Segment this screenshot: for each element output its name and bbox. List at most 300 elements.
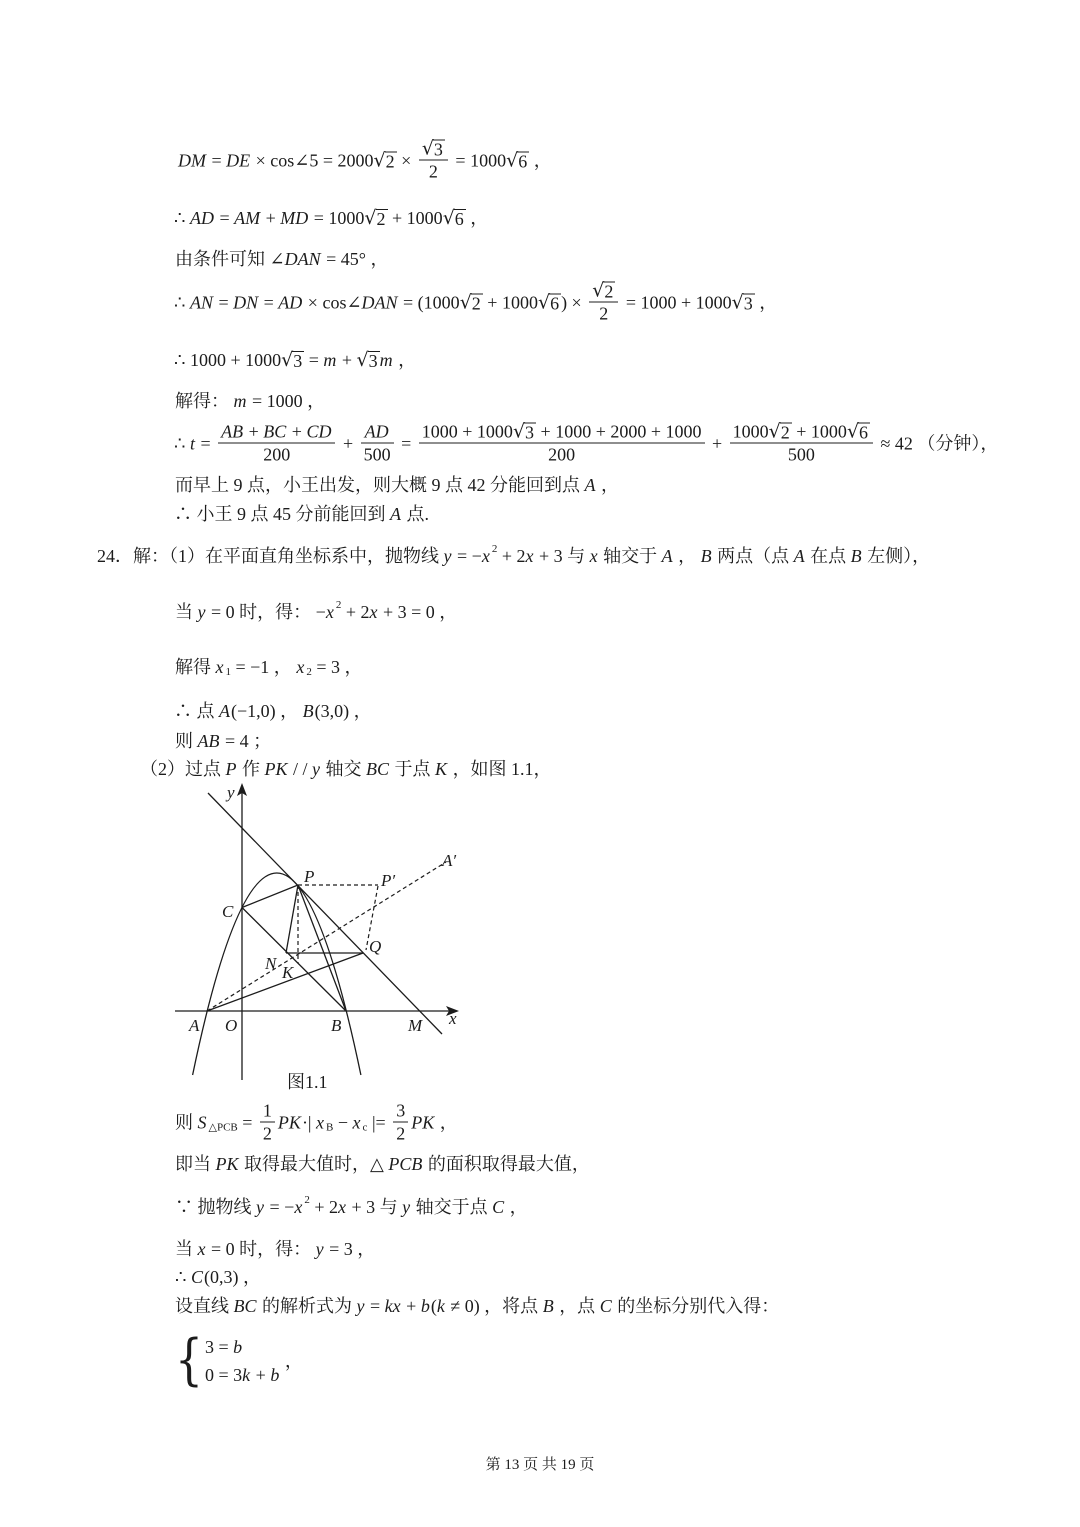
math-variable: AB bbox=[221, 421, 244, 442]
fraction-denominator bbox=[419, 444, 705, 466]
text-run: = 4 ； bbox=[220, 731, 272, 751]
text-run: ·| bbox=[301, 1112, 317, 1132]
math-variable: x bbox=[589, 546, 598, 566]
math-variable: m bbox=[379, 350, 393, 370]
fraction-denominator bbox=[419, 161, 448, 183]
math-variable: t bbox=[189, 433, 195, 453]
text-run: = 45° ， bbox=[321, 249, 389, 269]
line-point-c bbox=[175, 1266, 261, 1288]
text-run: 1000 bbox=[732, 421, 769, 442]
radical-sign: √ bbox=[768, 420, 781, 443]
math-variable: AB bbox=[197, 731, 220, 751]
radical bbox=[443, 207, 466, 229]
text-run: = bbox=[365, 1296, 385, 1316]
line-area-formula bbox=[175, 1100, 458, 1145]
text-run: ， bbox=[754, 292, 778, 312]
math-variable: BC bbox=[366, 759, 390, 779]
text-run: + 1000 bbox=[791, 421, 847, 442]
line-arrival-time bbox=[175, 474, 619, 496]
fraction bbox=[361, 421, 394, 466]
figure-solid-lines bbox=[175, 790, 452, 1080]
label-point-p-prime: P′ bbox=[381, 871, 396, 890]
text-run: 解得 bbox=[175, 657, 216, 677]
radical-sign: √ bbox=[356, 349, 369, 371]
radical bbox=[513, 421, 536, 443]
text-run: 200 bbox=[548, 444, 576, 465]
figure-caption: 图1.1 bbox=[287, 1072, 328, 1092]
radical bbox=[592, 280, 615, 302]
math-variable: B bbox=[700, 546, 712, 566]
fraction-denominator bbox=[393, 1123, 408, 1145]
fraction-numerator bbox=[218, 421, 335, 444]
radical-sign: √ bbox=[459, 291, 472, 313]
dashed-line-aa-prime bbox=[207, 862, 446, 1011]
math-variable: y bbox=[256, 1197, 264, 1217]
radicand: 6 bbox=[550, 293, 560, 313]
equation-rows bbox=[205, 1333, 280, 1389]
fraction bbox=[419, 421, 705, 466]
text-run: 2 bbox=[599, 303, 609, 324]
line-ad-sum bbox=[174, 207, 488, 229]
equation-row bbox=[205, 1361, 280, 1389]
figure-1-1 bbox=[160, 775, 480, 1095]
fraction-numerator bbox=[419, 421, 705, 444]
text-run: 的面积取得最大值， bbox=[423, 1154, 590, 1174]
parabola bbox=[193, 873, 361, 1075]
left-brace: { bbox=[175, 1328, 203, 1393]
math-variable: MD bbox=[280, 208, 309, 228]
text-run: (3,0) ， bbox=[314, 701, 372, 721]
line-roots bbox=[175, 656, 362, 678]
fraction bbox=[260, 1100, 275, 1145]
line-m-solution bbox=[175, 390, 325, 412]
text-run: 解得： bbox=[175, 391, 234, 411]
text-run: ∴ bbox=[174, 292, 190, 312]
fraction-denominator bbox=[589, 303, 618, 325]
math-variable: CD bbox=[306, 421, 332, 442]
text-run: 点. bbox=[402, 504, 429, 524]
fraction bbox=[419, 138, 448, 183]
label-point-a-prime: A′ bbox=[442, 851, 457, 870]
text-run: = 3 ， bbox=[311, 657, 363, 677]
text-run: ，点 bbox=[554, 1296, 600, 1316]
math-variable: PK bbox=[264, 759, 288, 779]
text-run: + bbox=[401, 1296, 421, 1316]
text-run: = 1000 ， bbox=[247, 391, 326, 411]
subscript: B bbox=[326, 1121, 334, 1133]
text-run: ∴ bbox=[175, 1267, 191, 1287]
fraction-denominator bbox=[218, 444, 335, 466]
text-run: + bbox=[707, 433, 727, 453]
text-run: 200 bbox=[263, 444, 291, 465]
label-point-a: A bbox=[189, 1016, 200, 1035]
text-run: ≠ 0) ，将点 bbox=[445, 1296, 543, 1316]
math-variable: y bbox=[312, 759, 321, 779]
text-run: ( bbox=[430, 1296, 437, 1316]
text-run: 当 bbox=[175, 1239, 198, 1259]
text-run: 24．解：（1）在平面直角坐标系中，抛物线 bbox=[97, 546, 444, 566]
text-run: = bbox=[195, 433, 216, 453]
text-run: + bbox=[251, 1365, 271, 1385]
radical bbox=[460, 291, 483, 313]
radical bbox=[732, 291, 755, 313]
text-run: ， bbox=[596, 475, 619, 495]
math-variable: BC bbox=[263, 421, 287, 442]
text-run: ∴ bbox=[174, 433, 190, 453]
radical bbox=[281, 349, 304, 371]
radicand: 6 bbox=[859, 422, 869, 443]
radical bbox=[847, 421, 870, 443]
math-variable: x bbox=[296, 657, 305, 677]
text-run: 轴交 bbox=[321, 759, 367, 779]
fraction bbox=[589, 280, 618, 325]
radical-sign: √ bbox=[421, 137, 434, 160]
text-run: + bbox=[338, 433, 358, 453]
text-run: 3 = bbox=[205, 1337, 234, 1357]
radicand: 6 bbox=[518, 151, 528, 171]
label-point-b: B bbox=[331, 1016, 342, 1035]
math-variable: DN bbox=[233, 292, 259, 312]
fraction-numerator bbox=[730, 421, 873, 444]
math-variable: m bbox=[233, 391, 247, 411]
text-run: 1000 + 1000 bbox=[421, 421, 513, 442]
label-point-q: Q bbox=[369, 937, 382, 956]
text-run: / / bbox=[288, 759, 313, 779]
math-variable: x bbox=[481, 546, 490, 566]
radicand: 2 bbox=[376, 209, 386, 229]
math-variable: b bbox=[233, 1337, 243, 1357]
math-variable: y bbox=[315, 1239, 324, 1259]
math-variable: x bbox=[215, 657, 224, 677]
math-variable: AD bbox=[364, 421, 389, 442]
text-run: = bbox=[304, 350, 324, 370]
text-run: ∵ 抛物线 bbox=[175, 1197, 256, 1217]
radical bbox=[506, 149, 529, 171]
math-variable: x bbox=[352, 1112, 361, 1132]
text-run: 设直线 bbox=[175, 1296, 234, 1316]
radical-sign: √ bbox=[373, 149, 386, 171]
text-run: = 0 时，得： bbox=[206, 1239, 316, 1259]
radical-sign: √ bbox=[506, 149, 519, 171]
math-variable: P bbox=[225, 759, 237, 779]
math-variable: A bbox=[219, 701, 230, 721]
text-run: 3 bbox=[396, 1100, 406, 1121]
text-run: |= bbox=[367, 1112, 391, 1132]
equation-system bbox=[175, 1328, 280, 1393]
radicand: 2 bbox=[604, 281, 614, 302]
radicand: 6 bbox=[454, 209, 464, 229]
text-run: × cos∠ bbox=[303, 292, 362, 312]
text-run: + 3 = 0 ， bbox=[378, 602, 458, 622]
text-run: 两点（点 bbox=[712, 546, 794, 566]
radical bbox=[374, 149, 397, 171]
radical bbox=[364, 207, 387, 229]
subscript: △PCB bbox=[208, 1121, 238, 1133]
math-variable: x bbox=[325, 602, 334, 622]
math-variable: k bbox=[242, 1365, 251, 1385]
math-variable: PCB bbox=[388, 1154, 423, 1174]
text-run: = bbox=[237, 1112, 257, 1132]
math-variable: k bbox=[436, 1296, 445, 1316]
math-variable: C bbox=[599, 1296, 612, 1316]
superscript: 2 bbox=[491, 543, 498, 555]
radicand: 3 bbox=[743, 293, 753, 313]
math-variable: AN bbox=[189, 292, 213, 312]
text-run: ) × bbox=[561, 292, 587, 312]
text-run: 取得最大值时，△ bbox=[239, 1154, 389, 1174]
text-run: = bbox=[396, 433, 416, 453]
equation-row bbox=[205, 1333, 280, 1361]
text-run: = 1000 bbox=[450, 150, 507, 170]
text-run: 当 bbox=[175, 602, 198, 622]
line-bc-expression bbox=[175, 1295, 779, 1317]
fraction-numerator bbox=[260, 1100, 275, 1123]
text-run: + bbox=[337, 350, 357, 370]
text-run: 轴交于 bbox=[598, 546, 662, 566]
math-variable: A bbox=[661, 546, 673, 566]
text-run: 在点 bbox=[805, 546, 851, 566]
line-dm-calculation bbox=[178, 138, 552, 183]
line-angle-dan bbox=[175, 248, 388, 270]
text-run: × cos∠5 = 2000 bbox=[251, 150, 374, 170]
text-run: + 3 与 bbox=[534, 546, 590, 566]
math-variable: B bbox=[302, 701, 314, 721]
math-variable: x bbox=[525, 546, 534, 566]
radical bbox=[538, 291, 561, 313]
math-variable: A bbox=[793, 546, 805, 566]
subscript: 1 bbox=[225, 666, 231, 678]
line-question-24-part-1 bbox=[97, 545, 930, 567]
math-variable: PK bbox=[215, 1154, 239, 1174]
text-run: (−1,0) ， bbox=[231, 701, 303, 721]
text-run: + 2 bbox=[497, 546, 526, 566]
line-conclusion bbox=[174, 503, 429, 525]
text-run: = bbox=[207, 150, 227, 170]
math-variable: y bbox=[443, 546, 452, 566]
math-variable: m bbox=[323, 350, 337, 370]
radicand: 2 bbox=[471, 293, 481, 313]
label-y-axis: y bbox=[227, 783, 235, 802]
text-run: = 1000 bbox=[309, 208, 365, 228]
math-variable: C bbox=[190, 1267, 203, 1287]
text-run: 作 bbox=[237, 759, 265, 779]
radical-sign: √ bbox=[281, 349, 294, 371]
radical-sign: √ bbox=[592, 279, 605, 302]
line-time-calculation bbox=[174, 421, 998, 466]
text-run: 轴交于点 bbox=[411, 1197, 493, 1217]
label-origin-o: O bbox=[225, 1016, 238, 1035]
text-run: 2 bbox=[262, 1123, 272, 1144]
segment-pn bbox=[286, 885, 298, 953]
label-point-c: C bbox=[222, 902, 234, 921]
math-variable: AM bbox=[234, 208, 261, 228]
text-run: = bbox=[259, 292, 279, 312]
text-run: + 2 bbox=[341, 602, 370, 622]
text-run: 则 bbox=[175, 1112, 198, 1132]
text-run: ， bbox=[435, 1112, 458, 1132]
math-variable: AD bbox=[278, 292, 303, 312]
text-run: 500 bbox=[363, 444, 391, 465]
text-run: ， bbox=[280, 1351, 303, 1371]
text-run: ∴ 1000 + 1000 bbox=[174, 350, 282, 370]
text-run: 而早上 9 点，小王出发，则大概 9 点 42 分能回到点 bbox=[175, 475, 585, 495]
math-variable: A bbox=[584, 475, 596, 495]
text-run: ， bbox=[673, 546, 701, 566]
fraction-denominator bbox=[361, 444, 394, 466]
text-run: = − bbox=[265, 1197, 295, 1217]
text-run: = 0 时，得： − bbox=[206, 602, 326, 622]
text-run: = − bbox=[452, 546, 482, 566]
fraction-numerator bbox=[393, 1100, 408, 1123]
text-run: + 2 bbox=[309, 1197, 338, 1217]
text-run: 2 bbox=[428, 161, 438, 182]
math-variable: PK bbox=[277, 1112, 301, 1132]
radicand: 3 bbox=[368, 351, 378, 371]
label-point-m: M bbox=[408, 1016, 423, 1035]
figure-dashed-lines bbox=[207, 862, 446, 1011]
radical-sign: √ bbox=[364, 207, 377, 229]
line-equation-system bbox=[175, 1328, 303, 1393]
text-run: + bbox=[287, 421, 307, 442]
fraction-denominator bbox=[260, 1123, 275, 1145]
math-variable: b bbox=[270, 1365, 280, 1385]
text-run: 于点 bbox=[390, 759, 436, 779]
text-run: ∴ bbox=[174, 208, 190, 228]
math-variable: B bbox=[850, 546, 862, 566]
text-run: ， bbox=[465, 208, 489, 228]
math-variable: B bbox=[542, 1296, 554, 1316]
text-run: 500 bbox=[787, 444, 815, 465]
line-max-area-condition bbox=[175, 1153, 590, 1175]
line-ab-length bbox=[175, 730, 271, 752]
text-run: = (1000 bbox=[398, 292, 460, 312]
math-variable: y bbox=[197, 602, 206, 622]
text-run: = −1 ， bbox=[231, 657, 297, 677]
text-run: 即当 bbox=[175, 1154, 216, 1174]
radical bbox=[769, 421, 792, 443]
label-x-axis: x bbox=[449, 1009, 457, 1028]
segment-cp bbox=[242, 885, 298, 908]
text-run: ≈ 42 （分钟）， bbox=[876, 433, 999, 453]
text-run: 2 bbox=[396, 1123, 406, 1144]
text-run: ， bbox=[393, 350, 417, 370]
fraction-denominator bbox=[730, 444, 873, 466]
page-footer: 第 13 页 共 19 页 bbox=[485, 1457, 595, 1473]
fraction bbox=[393, 1100, 408, 1145]
fraction-numerator bbox=[589, 280, 618, 303]
text-run: 的坐标分别代入得： bbox=[612, 1296, 780, 1316]
text-run: ， bbox=[529, 150, 552, 170]
radical-sign: √ bbox=[537, 291, 551, 313]
math-variable: b bbox=[420, 1296, 430, 1316]
text-run: ∴ 点 bbox=[174, 701, 219, 721]
text-run: + bbox=[244, 421, 264, 442]
math-variable: DM bbox=[178, 150, 206, 170]
text-run: ∴ 小王 9 点 45 分前能回到 bbox=[174, 504, 390, 524]
radical-sign: √ bbox=[731, 291, 744, 313]
fraction bbox=[730, 421, 873, 466]
math-variable: BC bbox=[233, 1296, 257, 1316]
math-variable: y bbox=[356, 1296, 365, 1316]
text-run: 左侧）， bbox=[862, 546, 931, 566]
math-variable: S bbox=[197, 1112, 207, 1132]
line-parabola-y-intercept bbox=[175, 1196, 528, 1218]
math-variable: kx bbox=[384, 1296, 401, 1316]
math-variable: x bbox=[337, 1197, 346, 1217]
math-variable: y bbox=[402, 1197, 411, 1217]
math-variable: x bbox=[316, 1112, 325, 1132]
fraction-numerator bbox=[361, 421, 394, 444]
text-run: + 1000 + 2000 + 1000 bbox=[536, 421, 702, 442]
text-run: 则 bbox=[175, 731, 198, 751]
radical bbox=[422, 138, 445, 160]
text-run: + 3 与 bbox=[346, 1197, 403, 1217]
text-run: = 3 ， bbox=[324, 1239, 376, 1259]
figure-labels bbox=[188, 783, 457, 1035]
radical bbox=[357, 349, 380, 371]
radicand: 3 bbox=[293, 351, 303, 371]
text-run: 0 = 3 bbox=[205, 1365, 243, 1385]
text-run: + bbox=[261, 208, 281, 228]
fraction bbox=[218, 421, 335, 466]
superscript: 2 bbox=[304, 1194, 310, 1206]
text-run: 1 bbox=[262, 1100, 272, 1121]
text-run: − bbox=[333, 1112, 353, 1132]
text-run: + 1000 bbox=[387, 208, 443, 228]
math-variable: C bbox=[492, 1197, 505, 1217]
math-variable: x bbox=[369, 602, 378, 622]
text-run: = bbox=[213, 292, 234, 312]
math-variable: K bbox=[435, 759, 448, 779]
label-point-n: N bbox=[265, 954, 277, 973]
line-m-equation bbox=[174, 349, 416, 371]
math-variable: A bbox=[390, 504, 401, 524]
text-run: 由条件可知 ∠ bbox=[175, 249, 285, 269]
line-set-y-zero bbox=[175, 601, 457, 623]
radical-sign: √ bbox=[846, 420, 860, 443]
math-variable: x bbox=[197, 1239, 206, 1259]
subscript: c bbox=[362, 1121, 368, 1133]
label-point-k: K bbox=[282, 963, 294, 982]
radicand: 2 bbox=[780, 422, 790, 443]
radical-sign: √ bbox=[512, 420, 526, 443]
line-points-a-b bbox=[174, 700, 372, 722]
line-set-x-zero bbox=[175, 1238, 375, 1260]
math-variable: PK bbox=[411, 1112, 435, 1132]
math-variable: x bbox=[294, 1197, 303, 1217]
radicand: 2 bbox=[385, 151, 395, 171]
text-run: = bbox=[214, 208, 235, 228]
text-run: = 1000 + 1000 bbox=[621, 292, 732, 312]
label-point-p: P bbox=[304, 867, 315, 886]
math-variable: DE bbox=[226, 150, 251, 170]
text-run: 的解析式为 bbox=[257, 1296, 357, 1316]
text-run: ， bbox=[505, 1197, 528, 1217]
text-run: × bbox=[396, 150, 416, 170]
radical-sign: √ bbox=[442, 207, 455, 229]
text-run: （2）过点 bbox=[140, 759, 226, 779]
fraction-numerator bbox=[419, 138, 448, 161]
superscript: 2 bbox=[335, 599, 342, 611]
math-variable: DAN bbox=[284, 249, 321, 269]
text-run: ，如图 1.1， bbox=[448, 759, 552, 779]
math-variable: DAN bbox=[361, 292, 398, 312]
radicand: 3 bbox=[525, 422, 535, 443]
subscript: 2 bbox=[306, 666, 312, 678]
line-an-dn-calculation bbox=[174, 280, 777, 325]
segment-cb bbox=[242, 908, 346, 1012]
radicand: 3 bbox=[433, 139, 443, 160]
